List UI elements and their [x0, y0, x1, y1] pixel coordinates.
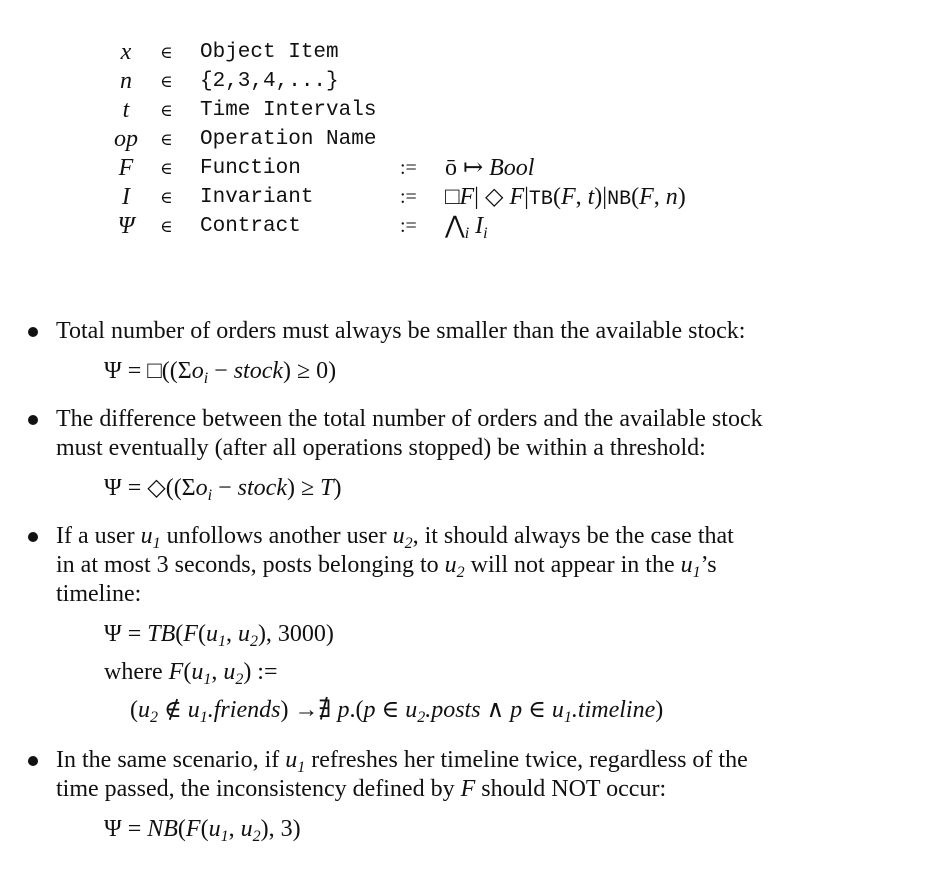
grammar-type: {2,3,4,...}	[200, 70, 339, 93]
formula-part: )	[333, 475, 342, 501]
formula-part: ) ≥ 0)	[283, 358, 337, 384]
text-part: should NOT occur:	[475, 776, 667, 802]
definition-sign: :=	[400, 157, 417, 179]
bullet-3-line-3: timeline:	[56, 581, 142, 607]
formula-part: ∉	[158, 697, 188, 723]
grammar-symbol: F	[118, 155, 134, 181]
bullet-dot	[28, 756, 38, 766]
grammar-row-function	[108, 154, 828, 183]
text-part: u	[285, 747, 298, 773]
text-part: in at most 3 seconds, posts belonging to	[56, 552, 445, 578]
formula-part: p	[510, 697, 523, 723]
bullet-1-text: Total number of orders must always be smaller than the available stock:	[56, 318, 746, 344]
formula-part: u	[237, 621, 250, 647]
definition-sign: :=	[400, 215, 417, 237]
text-part: refreshes her timeline twice, regardless of the	[305, 747, 748, 773]
formula-part: ) →∄	[280, 697, 338, 723]
formula-part: ,	[228, 816, 241, 842]
formula-part: .friends	[207, 697, 281, 723]
formula-part: stock	[237, 475, 287, 501]
formula-part: u	[240, 816, 253, 842]
grammar-type: Contract	[200, 215, 301, 238]
formula-part: ), 3000)	[257, 621, 334, 647]
formula-part: u	[138, 697, 150, 723]
expr-part: ō ↦	[445, 155, 490, 181]
text-part: time passed, the inconsistency defined by	[56, 776, 461, 802]
text-part: unfollows another user	[160, 523, 393, 549]
expr-part: I	[475, 213, 484, 239]
formula-part: (	[175, 621, 184, 647]
formula-part: ) ≥	[286, 475, 321, 501]
formula-part: Ψ = □((Σ	[104, 358, 192, 384]
grammar-type: Time Intervals	[200, 99, 377, 122]
formula-part: (	[200, 816, 209, 842]
grammar-symbol: n	[120, 68, 132, 94]
formula-part: −	[208, 358, 234, 384]
grammar-expression	[445, 183, 686, 214]
text-part: u	[392, 523, 405, 549]
formula-part: T	[320, 475, 334, 501]
formula-part: ∧	[480, 697, 511, 723]
element-of-sign: ∈	[160, 217, 173, 236]
grammar-symbol: Ψ	[117, 213, 135, 239]
formula-part: ) :=	[243, 659, 278, 685]
element-of-sign: ∈	[160, 159, 173, 178]
grammar-row-invariant	[108, 183, 828, 212]
formula-part: ∈	[522, 697, 552, 723]
formula-part: o	[195, 475, 208, 501]
formula-part: 2	[252, 828, 261, 845]
grammar-row-op	[108, 125, 828, 154]
formula-part: u	[551, 697, 564, 723]
text-part: F	[460, 776, 476, 802]
expr-part: i	[483, 225, 488, 242]
expr-part: ,	[575, 184, 588, 210]
element-of-sign: ∈	[160, 43, 173, 62]
formula-part: u	[223, 659, 236, 685]
formula-part: u	[187, 697, 200, 723]
expr-part: (	[552, 184, 561, 210]
text-part: 2	[456, 564, 465, 581]
grammar-symbol: t	[122, 97, 130, 123]
element-of-sign: ∈	[160, 72, 173, 91]
formula-part: )	[655, 697, 664, 723]
formula-part: NB	[147, 816, 178, 842]
text-part: u	[680, 552, 693, 578]
formula-part: 2	[235, 671, 244, 688]
expr-part: n	[665, 184, 678, 210]
grammar-type: Object Item	[200, 41, 339, 64]
bullet-4-formula	[104, 815, 301, 851]
text-part: u	[444, 552, 457, 578]
formula-part: F	[168, 659, 184, 685]
expr-part: |	[524, 184, 529, 210]
text-part: 1	[297, 759, 306, 776]
expr-part: F	[459, 184, 475, 210]
bullet-3-where	[104, 658, 278, 694]
bullet-3-formula	[104, 620, 334, 656]
text-part: 1	[692, 564, 701, 581]
element-of-sign: ∈	[160, 130, 173, 149]
grammar-type: Function	[200, 157, 301, 180]
grammar-row-n	[108, 67, 828, 96]
text-part: 1	[152, 535, 161, 552]
formula-part: stock	[233, 358, 284, 384]
bullet-3-condition	[130, 696, 663, 732]
text-part: If a user	[56, 523, 141, 549]
bullet-dot	[28, 327, 38, 337]
bullet-2-line-2: must eventually (after all operations stopped) be within a threshold:	[56, 435, 706, 461]
expr-part: )|	[594, 184, 608, 210]
element-of-sign: ∈	[160, 188, 173, 207]
formula-part: u	[205, 621, 218, 647]
text-part: In the same scenario, if	[56, 747, 286, 773]
formula-part: 1	[563, 709, 572, 726]
formula-part: 2	[150, 709, 158, 726]
expr-part: NB	[607, 188, 632, 211]
grammar-row-t	[108, 96, 828, 125]
expr-part: F	[560, 184, 576, 210]
formula-part: 1	[217, 633, 226, 650]
expr-part: )	[677, 184, 686, 210]
grammar-expression	[445, 154, 534, 183]
formula-part: TB	[147, 621, 176, 647]
formula-part: where	[104, 659, 169, 685]
formula-part: o	[191, 358, 204, 384]
grammar-symbol: op	[114, 126, 138, 152]
formula-part: 1	[220, 828, 229, 845]
grammar-type: Invariant	[200, 186, 314, 209]
formula-part: Ψ =	[104, 816, 148, 842]
formula-part: i	[207, 487, 213, 504]
bullet-dot	[28, 532, 38, 542]
expr-part: Bool	[489, 155, 535, 181]
grammar-symbol: I	[122, 184, 130, 210]
formula-part: p	[337, 697, 350, 723]
formula-part: .posts	[425, 697, 481, 723]
formula-part: (	[197, 621, 206, 647]
expr-part: t	[587, 184, 595, 210]
expr-part: ⋀	[445, 213, 465, 239]
expr-part: TB	[528, 188, 553, 211]
text-part: u	[140, 523, 153, 549]
formula-part: ,	[225, 621, 238, 647]
formula-part: p	[363, 697, 376, 723]
formula-part: (	[183, 659, 192, 685]
bullet-3-line-2	[56, 551, 717, 587]
bullet-1-formula	[104, 357, 336, 393]
formula-part: u	[208, 816, 221, 842]
formula-part: (	[130, 697, 138, 723]
bullet-2-formula	[104, 474, 342, 510]
formula-part: ∈	[375, 697, 406, 723]
formula-part: .timeline	[571, 697, 656, 723]
expr-part: (	[631, 184, 640, 210]
formula-part: u	[405, 697, 418, 723]
formula-part: Ψ =	[104, 621, 148, 647]
formula-part: ,	[211, 659, 224, 685]
expr-part: F	[509, 184, 525, 210]
expr-part: | ◇	[474, 184, 510, 210]
bullet-2-line-1: The difference between the total number of orders and the available stock	[56, 406, 763, 432]
grammar-symbol: x	[120, 39, 132, 65]
formula-part: Ψ = ◇((Σ	[104, 475, 196, 501]
text-part: will not appear in the	[464, 552, 681, 578]
formula-part: 1	[199, 709, 208, 726]
formula-part: (	[177, 816, 186, 842]
formula-part: u	[191, 659, 204, 685]
formula-part: 2	[417, 709, 426, 726]
formula-part: −	[212, 475, 238, 501]
formula-part: 1	[203, 671, 212, 688]
expr-part: F	[639, 184, 654, 210]
element-of-sign: ∈	[160, 101, 173, 120]
formula-part: 2	[249, 633, 258, 650]
grammar-row-x	[108, 38, 828, 67]
formula-part: F	[185, 816, 201, 842]
formula-part: F	[183, 621, 198, 647]
text-part: 2	[404, 535, 413, 552]
grammar-expression	[445, 212, 488, 248]
grammar-row-contract	[108, 212, 828, 241]
formula-part: i	[203, 370, 209, 387]
expr-part: □	[445, 184, 460, 210]
text-part: , it should always be the case that	[412, 523, 734, 549]
bullet-dot	[28, 415, 38, 425]
text-part: ’s	[700, 552, 717, 578]
formula-part: .(	[349, 697, 364, 723]
bullet-4-line-2	[56, 775, 666, 804]
formula-part: ), 3)	[260, 816, 301, 842]
expr-part: i	[464, 225, 470, 242]
definition-sign: :=	[400, 186, 417, 208]
expr-part: ,	[653, 184, 666, 210]
grammar-type: Operation Name	[200, 128, 377, 151]
